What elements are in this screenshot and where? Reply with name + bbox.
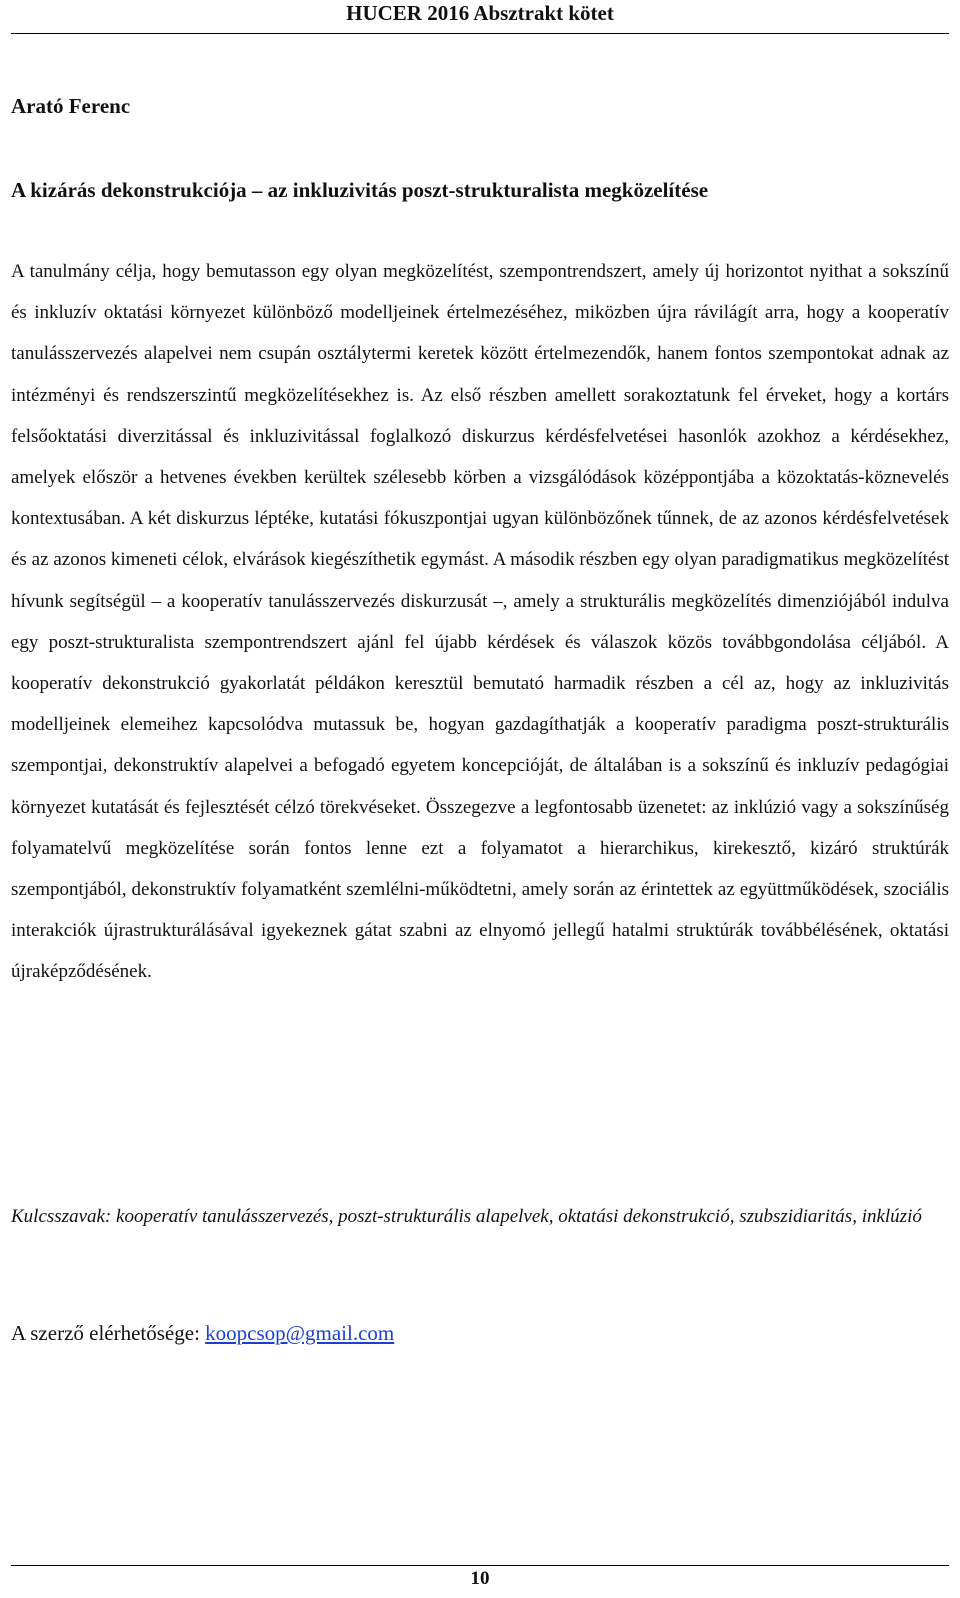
contact-label: A szerző elérhetősége: [11,1321,206,1345]
header-title: HUCER 2016 Absztrakt kötet [346,1,614,25]
abstract-paragraph: A tanulmány célja, hogy bemutasson egy olyan megközelítést, szempontrendszert, amely új horizontot nyithat a sokszínű és inkluzív oktatási környezet különböző modelljeinek értelmezéséhez, miközben újra rávilágít arra, hogy a kooperatív tanulásszervezés alapelvei nem csupán osztálytermi keretek között értelmezendők, hanem fontos szempontokat adnak az intézményi és rendszerszintű megközelítésekhez is. Az első részben amellett sorakoztatunk fel érveket, hogy a kortárs felsőoktatási diverzitással és inkluzivitással foglalkozó diskurzus kérdésfelvetései hasonlók azokhoz a kérdésekhez, amelyek először a hetvenes években kerültek szélesebb körben a vizsgálódások középpontjába a közoktatás-köznevelés kontextusában. A két diskurzus léptéke, kutatási fókuszpontjai ugyan különbözőnek tűnnek, de az azonos kérdésfelvetések és az azonos kimeneti célok, elvárások kiegészíthetik egymást. A második részben egy olyan paradigmatikus megközelítést hívunk segítségül – a kooperatív tanulásszervezés diskurzusát –, amely a strukturális megközelítés dimenziójából indulva egy poszt-strukturalista szempontrendszert ajánl fel újabb kérdések és válaszok közös továbbgondolása céljából. A kooperatív dekonstrukció gyakorlatát példákon keresztül bemutató harmadik részben a cél az, hogy az inkluzivitás modelljeinek elemeihez kapcsolódva mutassuk be, hogyan gazdagíthatják a kooperatív paradigma poszt-strukturális szempontjai, dekonstruktív alapelvei a befogadó egyetem koncepcióját, de általában is a sokszínű és inkluzív pedagógiai környezet kutatását és fejlesztését célzó törekvéseket. Összegezve a legfontosabb üzenetet: az inklúzió vagy a sokszínűség folyamatelvű megközelítése során fontos lenne ezt a folyamatot a hierarchikus, kirekesztő, kizáró struktúrák szempontjából, dekonstruktív folyamatként szemlélni-működtetni, amely során az érintettek az együttműködések, szociális interakciók újrastrukturálásával igyekeznek gátat szabni az elnyomó jellegű hatalmi struktúrák továbbélésének, oktatási újraképződésének. [11,261,949,983]
keywords-paragraph: Kulcsszavak: kooperatív tanulásszervezés, poszt-strukturális alapelvek, oktatási dekonstrukció, szubszidiaritás, inklúzió [11,1206,922,1227]
author-name: Arató Ferenc [11,94,131,118]
email-link[interactable]: koopcsop@gmail.com [205,1321,395,1345]
author-contact [11,1318,394,1348]
page-number: 10 [470,1568,490,1589]
article-title: A kizárás dekonstrukciója – az inkluzivitás poszt-strukturalista megközelítése [11,178,709,202]
running-header [11,0,949,34]
